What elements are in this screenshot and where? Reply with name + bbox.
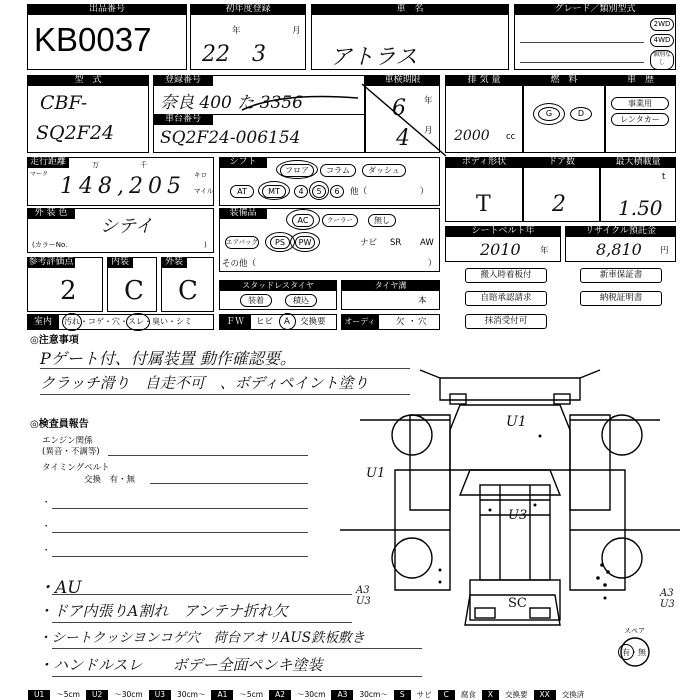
inspection-year-label: 年	[424, 96, 433, 106]
equip-ps: PS	[270, 236, 290, 249]
shift-other: 他（	[350, 187, 368, 197]
legend-code: XX	[534, 690, 556, 700]
inspector-line-1: ・AU	[38, 578, 82, 598]
body-value: T	[476, 192, 491, 217]
seatbelt-unit: 年	[540, 246, 549, 256]
doc-insurance: 自賠承認請求	[465, 291, 547, 306]
seatbelt-header: シートベルト年	[445, 226, 561, 237]
plate-number: 奈良 400 た 3356	[160, 93, 303, 113]
timing-label: タイミングベルト	[42, 463, 110, 473]
first-reg-year-label: 年	[232, 26, 241, 36]
doc-tax: 納税証明書	[580, 291, 662, 306]
score-interior: C	[124, 276, 144, 306]
inspection-header: 車検期限	[365, 75, 440, 86]
legend-desc: ～5cm	[56, 690, 80, 699]
chassis-number: SQ2F24-006154	[160, 128, 301, 148]
shift-5-circle	[309, 181, 329, 200]
equip-aw: AW	[420, 238, 434, 248]
legend-desc: 30cm～	[176, 690, 206, 699]
diagram-mark-u1-top: U1	[506, 414, 527, 430]
timing-sub: 交換 有・無	[84, 475, 136, 485]
equip-cooler: クーラー	[322, 214, 358, 227]
legend-code: A1	[211, 690, 233, 700]
inspector-line-4: ・ハンドルスレ ボデー全面ペンキ塗装	[38, 656, 323, 674]
legend-desc: 交換済	[561, 690, 585, 699]
equip-navi: ナビ	[360, 238, 378, 248]
history-business: 事業用	[611, 97, 669, 110]
score-total: 2	[60, 276, 77, 306]
audio-missing: 欠	[396, 317, 405, 327]
legend-desc: ～5cm	[239, 690, 264, 699]
legend-bar	[28, 690, 676, 700]
diagram-mark-sc: SC	[508, 596, 527, 611]
grade-header: グレード／類別型式	[514, 4, 676, 15]
fuel-d: D	[570, 107, 592, 121]
tire-unit: 本	[418, 296, 427, 306]
notes-line1: Pゲート付、付属装置 動作確認要。	[40, 349, 296, 368]
inspection-year: 6	[392, 96, 406, 121]
diagram-mark-a3-right: A3	[660, 588, 674, 599]
interior-scuff-circle	[126, 313, 150, 331]
legend-code: A3	[331, 690, 353, 700]
equipment-header: 装備品	[219, 208, 267, 219]
legend-code: C	[438, 690, 455, 700]
model-name: アトラス	[330, 45, 418, 70]
audio-hole: 穴	[418, 317, 427, 327]
seatbelt-value: 2010	[480, 240, 521, 259]
mileage-unit-mile: マイル	[194, 187, 214, 195]
legend-code: X	[482, 690, 499, 700]
drive-4wd: 4WD	[650, 34, 674, 47]
equip-other-end: ）	[428, 259, 437, 269]
mileage-mark-label: マーク	[30, 171, 49, 178]
fw-a-circle	[279, 313, 296, 330]
mileage-value: 148,205	[60, 174, 186, 199]
capacity-unit: t	[662, 172, 666, 182]
spare-yes-circle	[618, 644, 634, 660]
score-exterior-header: 外装	[161, 257, 187, 268]
diagram-mark-u3-right: U3	[660, 599, 675, 610]
fuel-g-circle	[533, 103, 565, 125]
equip-sr: SR	[390, 238, 402, 248]
interior-row-items: 汚れ・コゲ・穴・スレ・臭い・シミ	[64, 317, 192, 326]
first-reg-header: 初年度登録	[190, 4, 306, 15]
fw-a: A	[284, 317, 290, 327]
equip-ac-circle	[286, 209, 320, 230]
legend-code: U2	[86, 690, 108, 700]
fw-crack: ヒビ	[256, 317, 274, 327]
shift-column: コラム	[320, 164, 356, 177]
inspector-header: ◎検査員報告	[30, 419, 89, 430]
drive-none: 個別なし	[650, 50, 674, 70]
shift-5: 5	[312, 185, 326, 198]
first-reg-year: 22	[202, 42, 230, 67]
shift-floor-circle	[276, 160, 318, 179]
type-header: 型 式	[27, 75, 149, 86]
legend-code: U1	[28, 690, 50, 700]
equip-ac: AC	[292, 214, 314, 227]
interior-row-header: 室内	[27, 314, 59, 330]
score-interior-header: 内装	[107, 257, 133, 268]
equip-other-label: その他（	[222, 259, 257, 269]
audio-row-header: オーディオ	[341, 314, 379, 330]
engine-label: エンジン関係	[42, 436, 93, 446]
inspector-line-2: ・ドア内張りA割れ アンテナ折れ欠	[38, 602, 288, 620]
model-header: 車 名	[311, 4, 509, 15]
legend-desc: 腐食	[460, 690, 476, 699]
inspection-month: 4	[396, 126, 410, 151]
history-rental: レンタカー	[611, 113, 669, 126]
inspector-bullet-1: ・	[42, 498, 51, 508]
diagram-mark-u1-left: U1	[366, 466, 386, 481]
lot-header: 出品番号	[27, 4, 187, 15]
fuel-header: 燃 料	[523, 75, 605, 86]
shift-6: 6	[330, 185, 344, 198]
plate-strike	[240, 90, 360, 120]
chassis-header: 車台番号	[153, 114, 213, 125]
legend-desc: ～30cm	[114, 690, 143, 699]
mileage-unit-sen: 千	[140, 161, 147, 169]
fw-row-header: ＦＷ	[219, 314, 251, 330]
color-value: シテイ	[100, 216, 153, 237]
shift-mt-circle	[258, 181, 290, 200]
shift-other-end: ）	[420, 187, 429, 197]
notes-header: ◎注意事項	[30, 335, 79, 346]
mileage-unit-man: 万	[92, 161, 99, 169]
diagram-mark-u3-bed: U3	[508, 508, 528, 523]
capacity-header: 最大積載量	[600, 157, 676, 168]
engine-sub: (異音・不調等)	[42, 447, 100, 457]
legend-code: A2	[269, 690, 291, 700]
spare-value: 有・無	[622, 648, 646, 657]
capacity-value: 1.50	[618, 196, 663, 220]
score-total-header: 参考評価点	[28, 257, 74, 267]
displacement-unit: cc	[506, 132, 516, 142]
equip-airbag: エアバッグ	[225, 236, 259, 249]
plate-header: 登録番号	[153, 75, 213, 86]
doc-arrival-plate: 搬入時着板付	[465, 268, 547, 283]
spare-label: スペア	[624, 627, 645, 635]
doc-deregistration: 抹消受付可	[465, 314, 547, 329]
mileage-header: 走行距離	[27, 157, 69, 168]
score-exterior: C	[178, 276, 198, 306]
shift-floor: フロア	[280, 164, 314, 177]
tire-header: タイヤ溝	[341, 280, 440, 291]
first-reg-month: 3	[252, 42, 266, 67]
drive-2wd: 2WD	[650, 18, 674, 31]
shift-header: シフト	[219, 157, 267, 168]
type-line1: CBF-	[40, 92, 88, 114]
inspection-strike	[360, 82, 450, 162]
type-line2: SQ2F24	[36, 122, 115, 144]
inspector-bullet-3: ・	[42, 546, 51, 556]
equip-pw: PW	[295, 236, 315, 249]
color-code-label: (カラーNo.	[32, 241, 68, 249]
doors-header: ドア数	[523, 157, 600, 168]
body-header: ボディ形状	[445, 157, 523, 168]
shift-at: AT	[230, 185, 254, 198]
color-header: 外 装 色	[27, 208, 75, 219]
recycle-unit: 円	[660, 246, 669, 256]
displacement-header: 排 気 量	[445, 75, 523, 86]
lot-number: KB0037	[34, 21, 152, 58]
fuel-g: G	[538, 107, 560, 121]
inspector-bullet-2: ・	[42, 522, 51, 532]
audio-sep: ・	[408, 317, 417, 327]
recycle-value: 8,810	[596, 240, 642, 259]
doors-value: 2	[552, 192, 566, 217]
recycle-header: リサイクル預託金	[565, 226, 676, 237]
equip-none: 無し	[368, 214, 396, 227]
legend-desc: ～30cm	[296, 690, 326, 699]
history-header: 車 歴	[605, 75, 676, 86]
spare-tire-loaded: 積込	[285, 294, 317, 307]
legend-desc: 30cm～	[359, 690, 388, 699]
shift-4: 4	[294, 185, 308, 198]
inspection-month-label: 月	[424, 126, 433, 136]
shift-mt: MT	[262, 185, 286, 198]
legend-desc: サビ	[416, 690, 432, 699]
inspector-line-3: ・シートクッシヨンコゲ穴 荷台アオリAUS鉄板敷き	[38, 630, 365, 646]
interior-dirty-circle	[62, 313, 82, 331]
first-reg-month-label: 月	[292, 26, 301, 36]
displacement-value: 2000	[454, 128, 490, 144]
diagram-mark-u3-left: U3	[356, 596, 371, 607]
legend-code: U3	[149, 690, 171, 700]
notes-line2: クラッチ滑り 自走不可 、ボディペイント塗り	[40, 374, 369, 392]
equip-pw-circle	[290, 232, 320, 252]
legend-code: S	[394, 690, 411, 700]
shift-dash: ダッシュ	[362, 164, 406, 177]
doc-new-warranty: 新車保証書	[580, 268, 662, 283]
diagram-mark-a3-left: A3	[356, 585, 370, 596]
spare-tire-mounted: 装着	[240, 294, 272, 307]
legend-desc: 交換要	[505, 690, 528, 699]
color-code-end: )	[204, 241, 207, 249]
mileage-unit-km: キロ	[194, 171, 207, 179]
fw-replace: 交換要	[300, 317, 326, 327]
spare-tire-header: スタッドレスタイヤ	[219, 280, 337, 291]
